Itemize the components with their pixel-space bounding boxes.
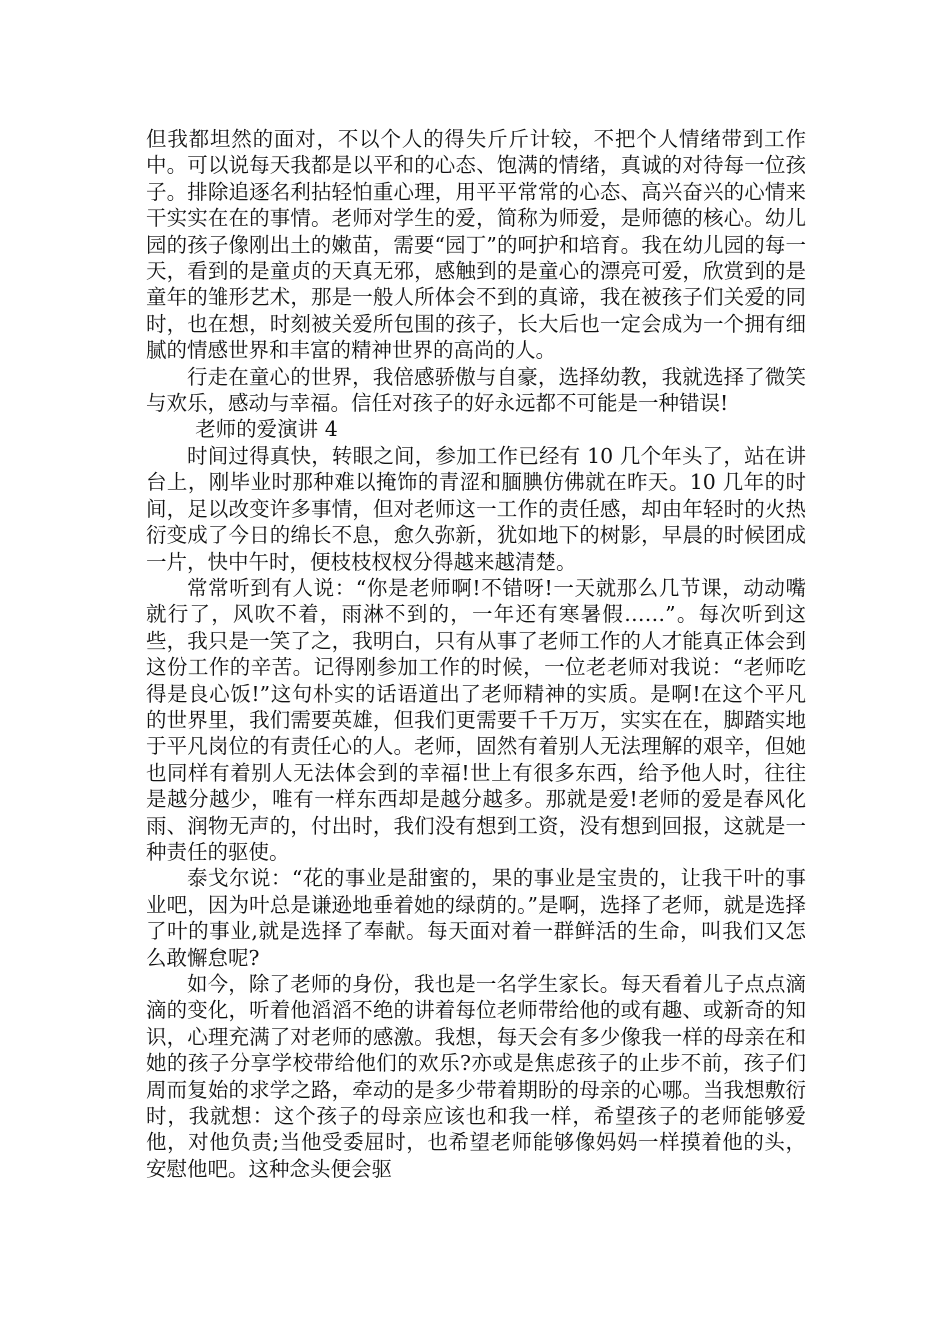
- paragraph: 如今，除了老师的身份，我也是一名学生家长。每天看着儿子点点滴滴的变化，听着他滔滔不绝的讲着每位老师带给他的或有趣、或新奇的知识，心理充满了对老师的感激。我想，每天会有多少像我一样的母亲在和她的孩子分享学校带给他们的欢乐?亦或是焦虑孩子的止步不前，孩子们周而复始的求学之路，牵动的是多少带着期盼的母亲的心哪。当我想敷衍时，我就想：这个孩子的母亲应该也和我一样，希望孩子的老师能够爱他，对他负责;当他受委屈时，也希望老师能够像妈妈一样摸着他的头，安慰他吧。这种念头便会驱: [146, 972, 806, 1181]
- paragraph: 常常听到有人说：“你是老师啊!不错呀!一天就那么几节课，动动嘴就行了，风吹不着，雨淋不到的，一年还有寒暑假……”。每次听到这些，我只是一笑了之，我明白，只有从事了老师工作的人才能真正体会到这份工作的辛苦。记得刚参加工作的时候，一位老老师对我说：“老师吃得是良心饭!”这句朴实的话语道出了老师精神的实质。是啊!在这个平凡的世界里，我们需要英雄，但我们更需要千千万万，实实在在，脚踏实地于平凡岗位的有责任心的人。老师，固然有着别人无法理解的艰辛，但她也同样有着别人无法体会到的幸福!世上有很多东西，给予他人时，往往是越分越少，唯有一样东西却是越分越多。那就是爱!老师的爱是春风化雨、润物无声的，付出时，我们没有想到工资，没有想到回报，这就是一种责任的驱使。: [146, 575, 806, 864]
- paragraph-continued: 但我都坦然的面对，不以个人的得失斤斤计较，不把个人情绪带到工作中。可以说每天我都是以平和的心态、饱满的情绪，真诚的对待每一位孩子。排除追逐名利拈轻怕重心理，用平平常常的心态、高兴奋兴的心情来干实实在在的事情。老师对学生的爱，简称为师爱，是师德的核心。幼儿园的孩子像刚出土的嫩苗，需要“园丁”的呵护和培育。我在幼儿园的每一天，看到的是童贞的天真无邪，感触到的是童心的漂亮可爱，欣赏到的是童年的雏形艺术，那是一般人所体会不到的真谛，我在被孩子们关爱的同时，也在想，时刻被关爱所包围的孩子，长大后也一定会成为一个拥有细腻的情感世界和丰富的精神世界的高尚的人。: [146, 127, 806, 363]
- document-page: [146, 126, 806, 1182]
- paragraph: 行走在童心的世界，我倍感骄傲与自豪，选择幼教，我就选择了微笑与欢乐，感动与幸福。信任对孩子的好永远都不可能是一种错误!: [146, 364, 806, 416]
- paragraph: 泰戈尔说：“花的事业是甜蜜的，果的事业是宝贵的，让我干叶的事业吧，因为叶总是谦逊地垂着她的绿荫的。”是啊，选择了老师，就是选择了叶的事业,就是选择了奉献。每天面对着一群鲜活的生命，叫我们又怎么敢懈怠呢?: [146, 866, 806, 970]
- paragraph: 时间过得真快，转眼之间，参加工作已经有 10 几个年头了，站在讲台上，刚毕业时那种难以掩饰的青涩和腼腆仿佛就在昨天。10 几年的时间，足以改变许多事情，但对老师这一工作的责任感，却由年轻时的火热衍变成了今日的绵长不息，愈久弥新，犹如地下的树影，早晨的时候团成一片，快中午时，便枝枝杈杈分得越来越清楚。: [146, 443, 806, 574]
- section-heading: 老师的爱演讲 4: [195, 417, 338, 442]
